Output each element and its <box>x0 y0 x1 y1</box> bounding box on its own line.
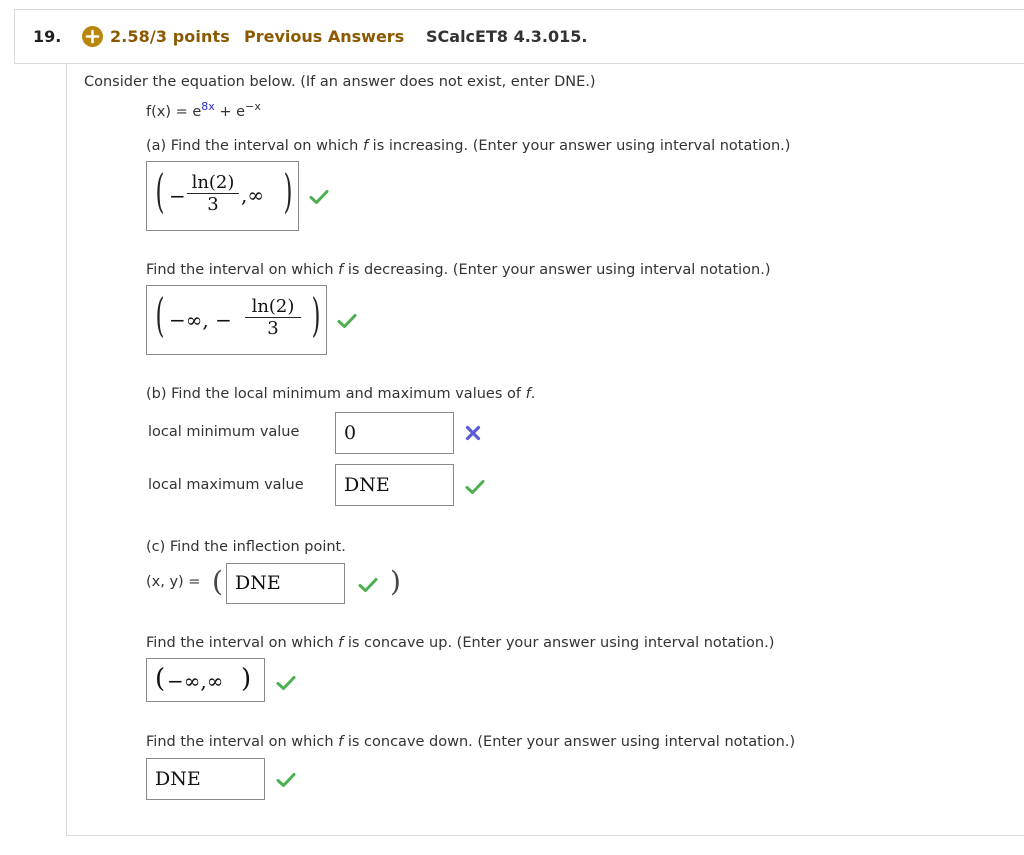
interval-tail: ,∞ <box>241 183 265 207</box>
increasing-answer-box[interactable] <box>146 161 299 231</box>
xy-label: (x, y) = <box>146 574 201 590</box>
f-symbol: f <box>338 262 344 278</box>
part-c-prompt: (c) Find the inflection point. <box>146 539 346 555</box>
concave-up-answer-box[interactable] <box>146 658 265 702</box>
intro-text: Consider the equation below. (If an answer does not exist, enter DNE.) <box>84 74 596 90</box>
fraction-denominator: 3 <box>267 318 279 339</box>
function-lhs: f(x) = e <box>146 104 202 120</box>
decreasing-answer-box[interactable] <box>146 285 327 355</box>
local-max-input[interactable] <box>335 464 454 506</box>
right-paren: ) <box>311 288 321 342</box>
f-symbol: f <box>338 635 344 651</box>
concave-up-prompt <box>146 635 774 651</box>
points-score: 2.58/3 points <box>110 27 230 46</box>
minus-sign: − <box>169 184 186 208</box>
plus-circle-icon <box>82 26 103 47</box>
f-symbol: f <box>338 734 344 750</box>
local-min-input[interactable] <box>335 412 454 454</box>
f-symbol: f <box>525 386 531 402</box>
fraction-numerator: ln(2) <box>191 172 235 193</box>
checkmark-icon <box>276 675 296 695</box>
exponent-1: 8x <box>201 100 215 113</box>
fraction <box>245 296 301 339</box>
function-mid: + e <box>214 104 246 120</box>
prompt-pre: Find the interval on which <box>146 635 339 651</box>
prompt-pre: Find the interval on which <box>146 262 339 278</box>
xy-right-paren: ) <box>390 565 401 598</box>
local-max-value: DNE <box>344 474 390 496</box>
fraction-denominator: 3 <box>207 194 219 215</box>
prompt-post: is decreasing. (Enter your answer using interval notation.) <box>343 262 771 278</box>
left-paren: ( <box>155 164 165 218</box>
right-paren: ) <box>283 164 293 218</box>
local-min-label: local minimum value <box>148 424 300 440</box>
prompt-post: . <box>530 386 536 402</box>
exponent-2: −x <box>245 100 261 113</box>
interval-head: −∞, − <box>169 308 232 332</box>
prompt-pre: Find the interval on which <box>146 734 339 750</box>
problem-code: SCalcET8 4.3.015. <box>426 27 588 46</box>
part-b-prompt <box>146 386 535 402</box>
question-number: 19. <box>33 27 62 46</box>
left-paren: ( <box>155 288 165 342</box>
left-paren: ( <box>155 664 166 694</box>
prompt-post: is concave down. (Enter your answer using interval notation.) <box>343 734 796 750</box>
inflection-point-value: DNE <box>235 572 281 594</box>
checkmark-icon <box>465 479 485 499</box>
inflection-point-input[interactable] <box>226 563 345 604</box>
local-min-value: 0 <box>344 422 357 444</box>
prompt-post: is concave up. (Enter your answer using interval notation.) <box>343 635 775 651</box>
xy-left-paren: ( <box>212 565 223 598</box>
f-symbol: f <box>362 138 369 154</box>
prompt-post: is increasing. (Enter your answer using interval notation.) <box>368 138 791 154</box>
local-max-label: local maximum value <box>148 477 304 493</box>
checkmark-icon <box>337 313 357 333</box>
fraction-numerator: ln(2) <box>251 296 295 317</box>
x-mark-icon <box>465 425 481 445</box>
right-paren: ) <box>241 664 252 694</box>
checkmark-icon <box>276 772 296 792</box>
checkmark-icon <box>309 189 329 209</box>
prompt-pre: (a) Find the interval on which <box>146 138 363 154</box>
function-equation <box>146 100 261 120</box>
concave-down-value: DNE <box>155 768 201 790</box>
increasing-prompt <box>146 138 790 154</box>
previous-answers-link[interactable]: Previous Answers <box>244 27 405 46</box>
prompt-pre: (b) Find the local minimum and maximum values of <box>146 386 526 402</box>
concave-down-input[interactable] <box>146 758 265 800</box>
concave-down-prompt <box>146 734 795 750</box>
checkmark-icon <box>358 577 378 597</box>
fraction <box>187 172 239 215</box>
decreasing-prompt <box>146 262 771 278</box>
concave-up-value: −∞,∞ <box>167 669 224 693</box>
